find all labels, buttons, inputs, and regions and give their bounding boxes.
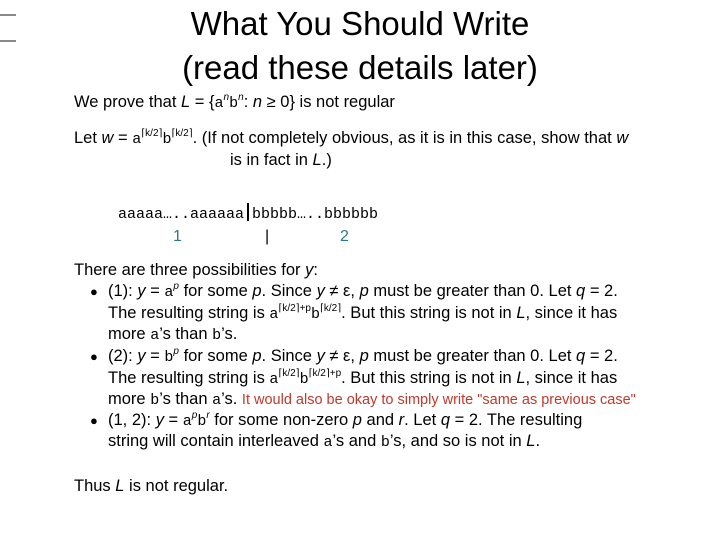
case-1-line-3: more a’s than b’s.	[108, 325, 238, 344]
case-2-note: It would also be okay to simply write "same as previous case"	[241, 392, 636, 408]
region-label-divider: |	[265, 228, 270, 245]
case-3-line-1: (1, 2): $y = a^pb^r$ for some non-zero p and r. Let q = 2. The resulting	[108, 410, 583, 430]
case-3-line-2: string will contain interleaved a’s and b’s, and so is not in L.	[108, 432, 541, 451]
case-2-line-2: The resulting string is $a^{⌈k/2⌉}b^{⌈k/2⌉+p}$. But this string is not in L, since it has	[108, 368, 618, 388]
title-line-1: What You Should Write	[190, 5, 530, 42]
case-2-line-1: (2): $y = b^p$ for some p. Since y ≠ ε, p must be greater than 0. Let q = 2.	[108, 346, 618, 366]
possibilities-intro: There are three possibilities for y:	[74, 261, 318, 279]
a-region: aaaaa…..aaaaaa	[118, 206, 245, 223]
intro-statement: We prove that $L = \{a^nb^n$: n ≥ 0} is not regular	[74, 92, 395, 112]
case-1-line-1: (1): $y = a^p$ for some p. Since y ≠ ε, p must be greater than 0. Let q = 2.	[108, 281, 618, 301]
b-region: bbbbb…..bbbbbb	[252, 206, 379, 223]
case-2-line-3: more b’s than a’s. It would also be okay to simply write "same as previous case"	[108, 390, 636, 409]
conclusion: Thus L is not regular.	[74, 477, 229, 495]
let-w-line-2: is in fact in L.)	[230, 151, 332, 169]
case-1-line-2: The resulting string is $a^{⌈k/2⌉+p}b^{⌈k/2⌉}$. But this string is not in L, since it has	[108, 303, 618, 323]
bullet-case-3: ●	[90, 413, 98, 428]
string-diagram	[118, 203, 378, 225]
let-w-line-1: Let $w = a^{⌈k/2⌉}b^{⌈k/2⌉}$. (If not completely obvious, as it is in this case, show that w	[74, 128, 629, 148]
region-label-1: 1	[173, 228, 182, 245]
bullet-case-2: ●	[90, 349, 98, 364]
region-label-2: 2	[340, 228, 349, 245]
region-divider	[247, 203, 249, 221]
title-line-2: (read these details later)	[182, 49, 538, 86]
bullet-case-1: ●	[90, 284, 98, 299]
